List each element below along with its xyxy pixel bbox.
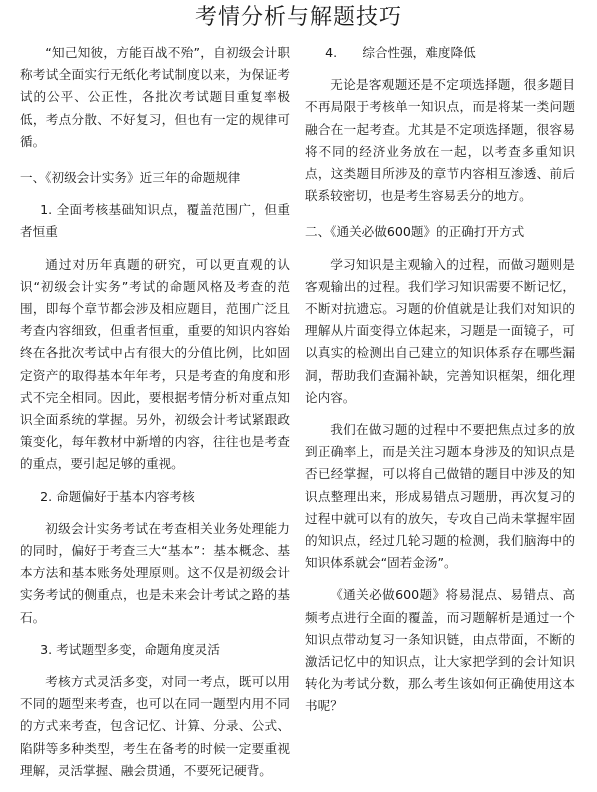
body-paragraph: 通过对历年真题的研究，可以更直观的认识“初级会计实务”考试的命题风格及考查的范围，即每个章节都会涉及相应题目，范围广泛且考查内容细致，但重者恒重，重要的知识内容始终在各批次考试中占有很大的分值比例，比如固定资产的取得基本年年考，只是考查的角度和形式不完全相同。因此，要根据考情分析对重点知识全面系统的掌握。另外，初级会计考试紧跟政策变化，每年教材中新增的内容，往往也是考查的重点，要引起足够的重视。 — [20, 256, 290, 472]
section-heading-1: 一、《初级会计实务》近三年的命题规律 — [20, 170, 241, 186]
section-heading-2: 二、《通关必做600题》的正确打开方式 — [305, 224, 525, 240]
subheading-1-2: 2. 命题偏好于基本内容考核 — [40, 488, 195, 504]
body-paragraph: 无论是客观题还是不定项选择题，很多题目不再局限于考核单一知识点，而是将某一类问题融合在一起考查。尤其是不定项选择题，很容易将不同的经济业务放在一起，以考查多重知识点，这类题目所涉及的章节内容相互渗透、前后联系较密切，也是考生容易丢分的地方。 — [305, 77, 575, 204]
body-paragraph: 我们在做习题的过程中不要把焦点过多的放到正确率上，而是关注习题本身涉及的知识点是否已经掌握，可以将自己做错的题目中涉及的知识点整理出来，形成易错点习题册，再次复习的过程中就可以有的放矢，专攻自己尚未掌握牢固的知识点，经过几轮习题的检测，我们脑海中的知识体系就会“固若金汤”。 — [305, 422, 575, 571]
subheading-1-3: 3. 考试题型多变，命题角度灵活 — [40, 641, 220, 657]
subheading-1-1: 1. 全面考核基础知识点，覆盖范围广，但重者恒重 — [20, 202, 290, 240]
left-column — [20, 42, 290, 792]
intro-paragraph: “知己知彼，方能百战不殆”，自初级会计职称考试全面实行无纸化考试制度以来，为保证考试的公平、公正性，各批次考试题目重复率极低，考点分散、不好复习，但也有一定的规律可循。 — [20, 45, 290, 149]
subheading-1-4: 4. 综合性强，难度降低 — [325, 45, 476, 60]
page-title: 考情分析与解题技巧 — [194, 5, 402, 30]
body-paragraph: 考核方式灵活多变，对同一考点，既可以用不同的题型来考查，也可以在同一题型内用不同的方式来考查，包含记忆、计算、分录、公式、陷阱等多种类型，考生在备考的时候一定要重视理解，灵活掌握、融会贯通，不要死记硬背。 — [20, 674, 290, 778]
body-paragraph: 学习知识是主观输入的过程，而做习题则是客观输出的过程。我们学习知识需要不断记忆，不断对抗遗忘。习题的价值就是让我们对知识的理解从片面变得立体起来，习题是一面镜子，可以真实的检测出自己建立的知识体系存在哪些漏洞，帮助我们查漏补缺，完善知识框架，细化理论内容。 — [305, 256, 575, 405]
body-paragraph: 初级会计实务考试在考查相关业务处理能力的同时，偏好于考查三大“基本”：基本概念、基本方法和基本账务处理原则。这不仅是初级会计实务考试的侧重点，也是未来会计考试之路的基石。 — [20, 520, 290, 625]
right-column — [305, 42, 575, 728]
body-paragraph: 《通关必做600题》将易混点、易错点、高频考点进行全面的覆盖，而习题解析是通过一个知识点带动复习一条知识链，由点带面，不断的激活记忆中的知识点，让大家把学到的会计知识转化为考试分数，那么考生该如何正确使用这本书呢？ — [305, 587, 575, 714]
